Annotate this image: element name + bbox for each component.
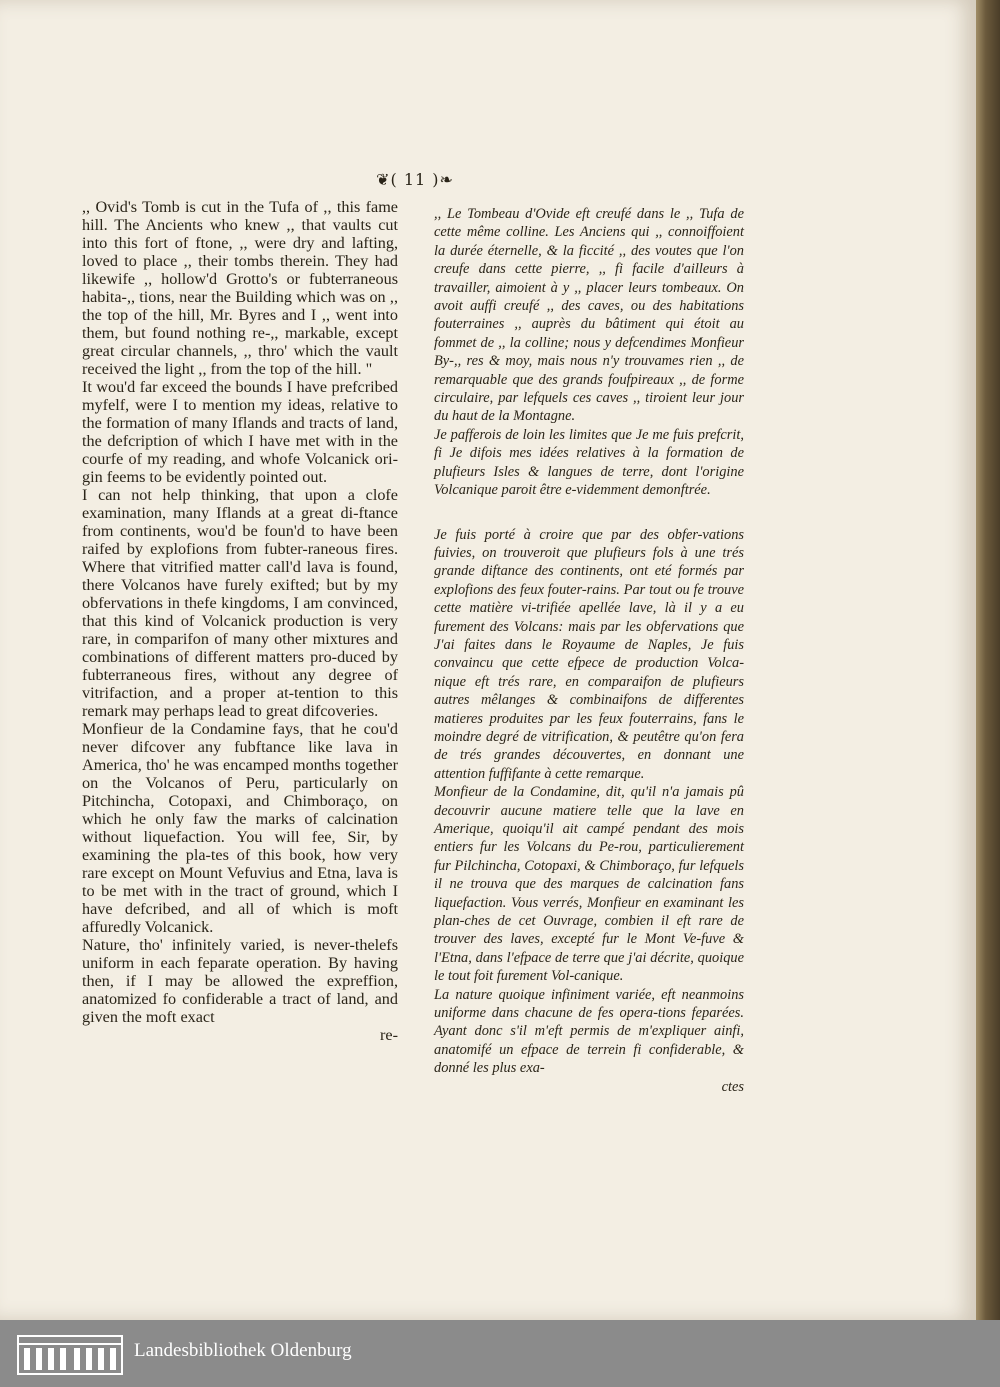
book-spine-edge [976, 0, 1000, 1320]
english-paragraph-3: I can not help thinking, that upon a clofe examination, many Iflands at a great di-ftance from continents, wou'd be foun'd to have been raifed by explofions from fubter-raneous fires. Where that vitrified matter call'd lava is found, there Volcanos have furely exifted; but by my obfervations in thefe kingdoms, I am convinced, that this kind of Volcanick production is very rare, in comparifon of many other mixtures and combinations of different matters pro-duced by fubterraneous fires, without any degree of vitrifaction, and a proper at-tention to this remark may perhaps lead to great difcoveries. [82, 486, 398, 720]
library-name: Landesbibliothek Oldenburg [134, 1340, 352, 1361]
library-building-icon [16, 1330, 124, 1376]
english-column [82, 198, 398, 1044]
english-paragraph-1: ,, Ovid's Tomb is cut in the Tufa of ,, this fame hill. The Ancients who knew ,, that vaults cut into this fort of ftone, ,, were dry and lafting, loved to place ,, their tombs therein. They had likewife ,, hollow'd Grotto's or fubterraneous habita-,, tions, near the Building which was on ,, the top of the hill, Mr. Byres and I ,, went into them, but found nothing re-,, markable, except great circular channels, ,, thro' which the vault received the light ,, from the top of the hill. " [82, 198, 398, 378]
english-paragraph-4: Monfieur de la Condamine fays, that he cou'd never difcover any fubftance like lava in America, tho' he was encamped months together on the Volcanos of Peru, particularly on Pitchincha, Cotopaxi, and Chimboraço, on which he only faw the marks of calcination without liquefaction. You will fee, Sir, by examining the pla-tes of this book, how very rare except on Mount Vefuvius and Etna, lava is to be met with in the tract of ground, which I have defcribed, and all of which is moft affuredly Volcanick. [82, 720, 398, 936]
french-paragraph-5: La nature quoique infiniment variée, eft neanmoins uniforme dans chacune de fes opera-tions feparées. Ayant donc s'il m'eft permis de m'expliquer ainfi, anatomifé un efpace de terrein fi confiderable, & donné les plus exa- [434, 986, 744, 1077]
french-catchword: ctes [721, 1078, 744, 1095]
english-catchword: re- [380, 1026, 398, 1044]
english-paragraph-5: Nature, tho' infinitely varied, is never-thelefs uniform in each feparate operation. By having then, if I may be allowed the expreffion, anatomized fo confiderable a tract of land, and given the moft exact [82, 936, 398, 1026]
page-number: ❦( 11 )❧ [376, 170, 454, 189]
french-column [434, 205, 744, 1096]
french-paragraph-3: Je fuis porté à croire que par des obfer-vations fuivies, on trouveroit que plufieurs fols à une trés grande diftance des continents, ont eté formés par explofions des feux fouter-rains. Par tout ou fe trouve cette matière vi-trifiée apellée lave, là il y a eu furement des Volcans: mais par les obfervations que J'ai faites dans le Royaume de Naples, Je fuis convaincu que cette efpece de production Volca-nique eft trés rare, en comparaifon de plufieurs autres mêlanges & combinaifons de differentes matieres produites par les feux fouterrains, fans le moindre degré de vitrification, & peutêtre qu'on fera de trés grandes découvertes, en donnant une attention fuffifante à cette remarque. [434, 526, 744, 782]
english-paragraph-2: It wou'd far exceed the bounds I have prefcribed myfelf, were I to mention my ideas, relative to the formation of many Iflands and tracts of land, the defcription of which I have met with in the courfe of my reading, and whofe Volcanick ori-gin feems to be evidently pointed out. [82, 378, 398, 486]
library-footer [0, 1320, 1000, 1387]
french-paragraph-4: Monfieur de la Condamine, dit, qu'il n'a jamais pû decouvrir aucune matiere telle que la lave en Amerique, quoiqu'il ait campé pendant des mois entiers fur les Volcans du Pe-rou, particulierement fur Pilchincha, Cotopaxi, & Chimboraço, fur lefquels il ne trouva que des marques de calcination fans liquefaction. Vous verrés, Monfieur en examinant les plan-ches de cet Ouvrage, combien il eft rare de trouver des laves, excepté fur le Mont Ve-fuve & l'Etna, dans l'efpace de terre que j'ai décrite, quoique le tout foit furement Vol-canique. [434, 784, 744, 985]
french-paragraph-2: Je pafferois de loin les limites que Je me fuis prefcrit, fi Je difois mes idées relatives à la formation de plufieurs Isles & langues de terre, dont l'origine Volcanique paroit être e-videmment demonftrée. [434, 426, 744, 499]
french-paragraph-1: ,, Le Tombeau d'Ovide eft creufé dans le ,, Tufa de cette même colline. Les Anciens qui ,, connoiffoient la durée éternelle, & la ficcité ,, des voutes que l'on creufe dans cette pierre, ,, fi facile d'ailleurs à travailler, aimoient à y ,, placer leurs tombeaux. On avoit auffi creufé ,, des caves, ou des habitations fouterraines ,, auprès du bâtiment qui étoit au fommet de ,, la colline; nous y defcendimes Monfieur By-,, res & moy, mais nous n'y trouvames rien ,, de remarquable que des grands foufpireaux ,, de forme circulaire, par lefquels ces caves ,, tiroient leur jour du haut de la Montagne. [434, 206, 744, 425]
